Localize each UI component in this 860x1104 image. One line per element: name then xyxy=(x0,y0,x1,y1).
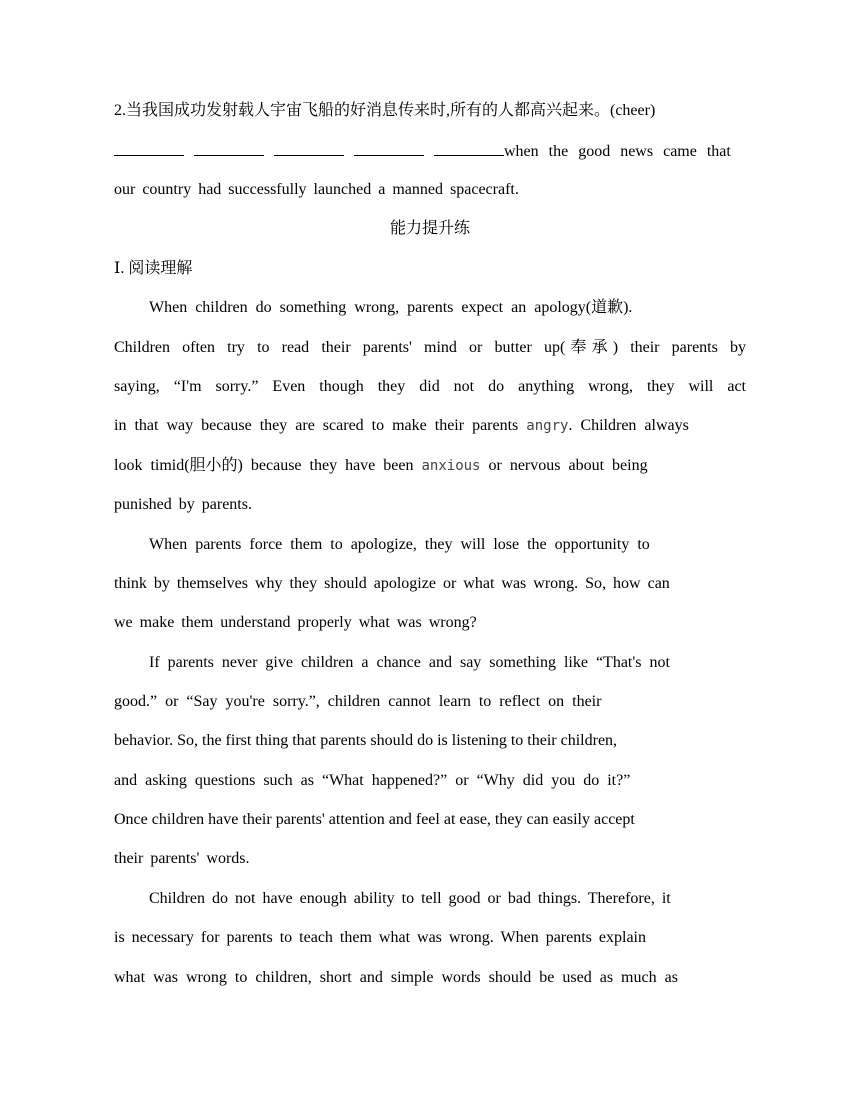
p1-line5-text-a: look timid(胆小的) because they have been xyxy=(114,457,422,474)
p1-line4-text-a: in that way because they are scared to make their parents xyxy=(114,417,527,434)
answer-blank-2[interactable] xyxy=(194,141,264,156)
p3-line1: If parents never give children a chance and say something like “That's not xyxy=(149,654,670,671)
answer-blank-4[interactable] xyxy=(354,141,424,156)
p4-line1: Children do not have enough ability to tell good or bad things. Therefore, it xyxy=(149,890,671,907)
p3-line5: Once children have their parents' attention and feel at ease, they can easily accept xyxy=(114,811,635,828)
p1-line5-text-b: or nervous about being xyxy=(480,457,648,474)
p1-line2: Children often try to read their parents' mind or butter up(奉承) their parents by xyxy=(114,339,746,356)
p1-line1: When children do something wrong, parents expect an apology(道歉). xyxy=(149,299,633,316)
p3-line3: behavior. So, the first thing that parents should do is listening to their children, xyxy=(114,732,618,749)
p3-line4: and asking questions such as “What happened?” or “Why did you do it?” xyxy=(114,772,631,789)
p2-line1: When parents force them to apologize, they will lose the opportunity to xyxy=(149,536,650,553)
p2-line3: we make them understand properly what was wrong? xyxy=(114,614,477,631)
p1-line4-text-b: . Children always xyxy=(568,417,689,434)
p1-line5 xyxy=(114,456,746,476)
p3-line2: good.” or “Say you're sorry.”, children cannot learn to reflect on their xyxy=(114,693,602,710)
p4-line2: is necessary for parents to teach them what was wrong. When parents explain xyxy=(114,929,646,946)
p4-line3: what was wrong to children, short and simple words should be used as much as xyxy=(114,969,678,986)
p1-line3: saying, “I'm sorry.” Even though they did not do anything wrong, they will act xyxy=(114,378,746,395)
answer-blank-5[interactable] xyxy=(434,141,504,156)
question-2-prompt: 2.当我国成功发射载人宇宙飞船的好消息传来时,所有的人都高兴起来。(cheer) xyxy=(114,102,656,119)
p1-line4-mono-word: angry xyxy=(526,418,569,434)
p3-line6: their parents' words. xyxy=(114,850,250,867)
section-title: 能力提升练 xyxy=(389,220,470,237)
answer-blank-1[interactable] xyxy=(114,141,184,156)
p1-line5-mono-word: anxious xyxy=(421,458,481,474)
p1-line4 xyxy=(114,416,746,436)
part-label: Ⅰ. 阅读理解 xyxy=(114,260,193,277)
p2-line2: think by themselves why they should apologize or what was wrong. So, how can xyxy=(114,575,670,592)
answer-blank-3[interactable] xyxy=(274,141,344,156)
question-2-line2: our country had successfully launched a manned spacecraft. xyxy=(114,181,519,198)
question-2-line1-tail: when the good news came that xyxy=(504,143,731,160)
question-2-blanks-line xyxy=(114,141,746,161)
p1-line6: punished by parents. xyxy=(114,496,252,513)
